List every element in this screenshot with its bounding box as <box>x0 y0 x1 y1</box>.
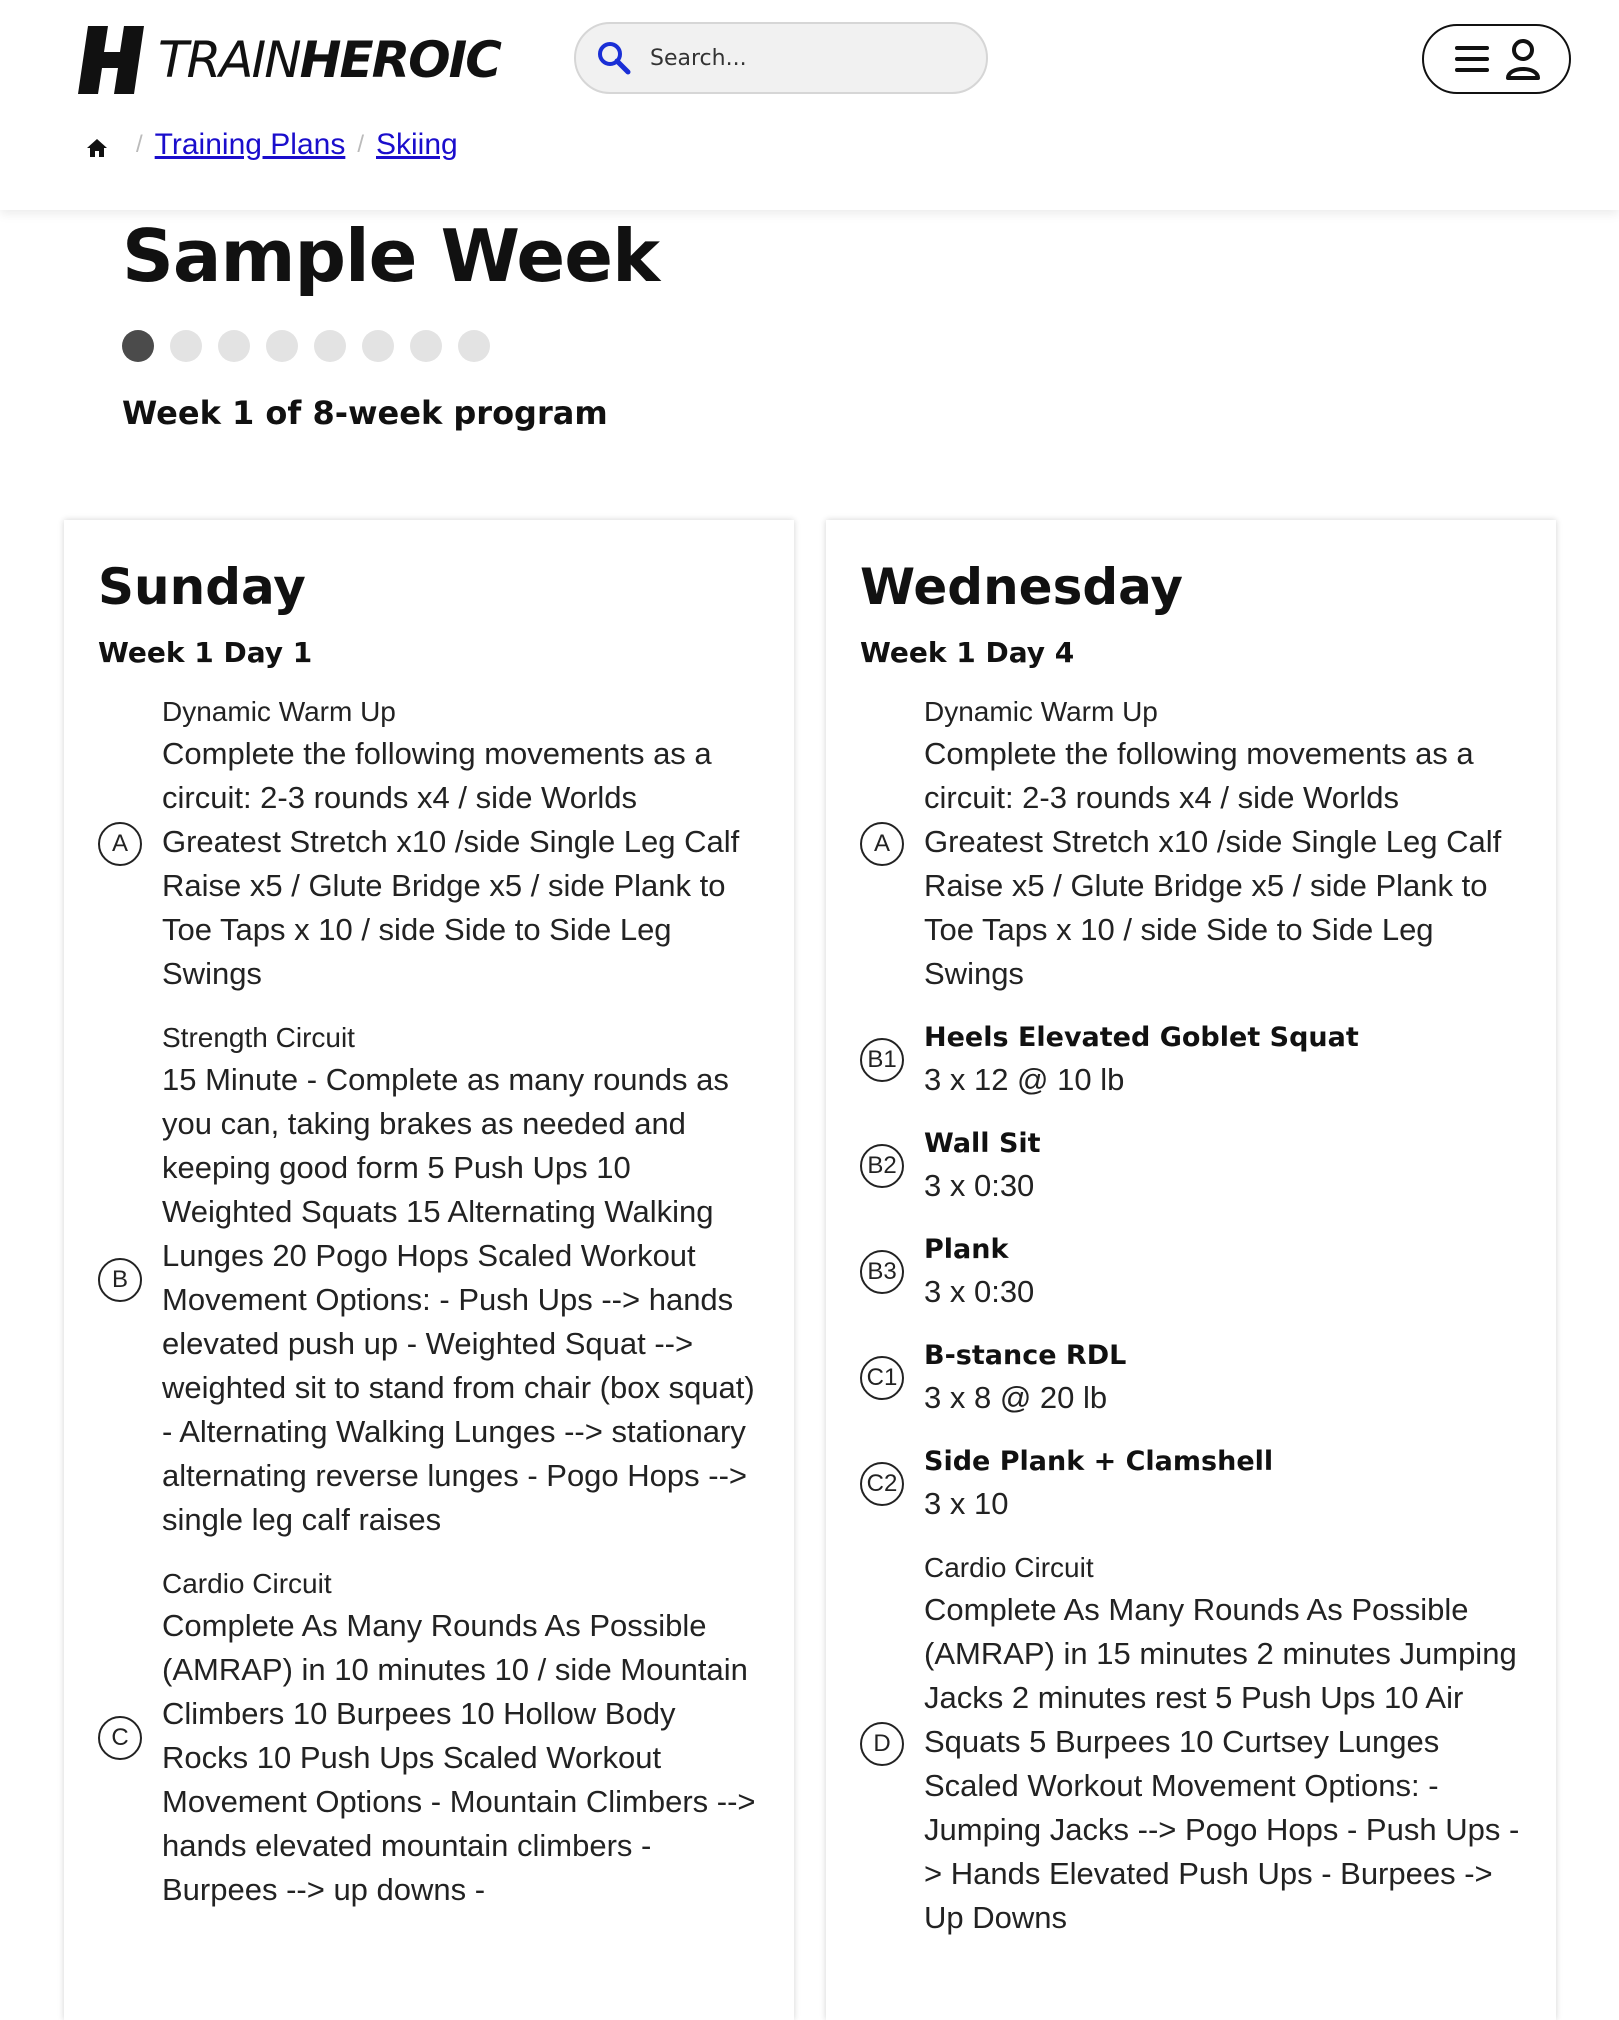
exercise-item[interactable] <box>860 1018 1530 1102</box>
exercise-body <box>924 1124 1524 1208</box>
user-icon <box>1505 38 1541 80</box>
exercise-body <box>162 1564 762 1912</box>
exercise-description: Complete the following movements as a circuit: 2-3 rounds x4 / side Worlds Greatest Stretch x10 /side Single Leg Calf Raise x5 / Glute Bridge x5 / side Plank to Toe Taps x 10 / side Side to Side Leg Swings <box>162 736 740 991</box>
exercise-name: Dynamic Warm Up <box>162 696 396 727</box>
exercise-item[interactable] <box>860 1124 1530 1208</box>
exercise-item[interactable] <box>860 1336 1530 1420</box>
exercise-name: Wall Sit <box>924 1128 1041 1159</box>
exercise-name: Dynamic Warm Up <box>924 696 1158 727</box>
week-dot[interactable] <box>410 330 442 362</box>
exercise-description: Complete the following movements as a circuit: 2-3 rounds x4 / side Worlds Greatest Stretch x10 /side Single Leg Calf Raise x5 / Glute Bridge x5 / side Plank to Toe Taps x 10 / side Side to Side Leg Swings <box>924 736 1502 991</box>
site-header <box>0 0 1619 210</box>
exercise-description: 15 Minute - Complete as many rounds as you can, taking brakes as needed and keeping good form 5 Push Ups 10 Weighted Squats 15 Alternating Walking Lunges 20 Pogo Hops Scaled Workout Movement Options: - Push Ups --> hands elevated push up - Weighted Squat --> weighted sit to stand from chair (box squat) - Alternating Walking Lunges --> stationary alternating reverse lunges - Pogo Hops --> single leg calf raises <box>162 1062 755 1537</box>
exercise-name: Cardio Circuit <box>162 1568 332 1599</box>
exercise-name: B-stance RDL <box>924 1340 1127 1371</box>
home-icon[interactable] <box>86 137 108 159</box>
hamburger-menu-icon <box>1453 43 1491 75</box>
exercise-label-badge: B1 <box>860 1038 904 1082</box>
exercise-name: Heels Elevated Goblet Squat <box>924 1022 1359 1053</box>
breadcrumb-separator: / <box>136 131 143 158</box>
exercise-description: 3 x 0:30 <box>924 1274 1035 1309</box>
week-dot[interactable] <box>314 330 346 362</box>
day-subtitle: Week 1 Day 1 <box>98 636 313 669</box>
breadcrumb-separator: / <box>357 131 364 158</box>
exercise-item[interactable] <box>98 1564 768 1912</box>
day-title: Wednesday <box>860 558 1183 616</box>
exercise-item[interactable] <box>860 692 1530 996</box>
exercise-list <box>860 692 1530 1962</box>
exercise-body <box>924 692 1524 996</box>
breadcrumb-skiing[interactable]: Skiing <box>376 128 458 161</box>
exercise-label-badge: D <box>860 1722 904 1766</box>
breadcrumb <box>86 128 458 162</box>
exercise-name: Cardio Circuit <box>924 1552 1094 1583</box>
exercise-label-badge: B3 <box>860 1250 904 1294</box>
week-dot[interactable] <box>218 330 250 362</box>
exercise-description: Complete As Many Rounds As Possible (AMRAP) in 10 minutes 10 / side Mountain Climbers 10 Burpees 10 Hollow Body Rocks 10 Push Ups Scaled Workout Movement Options - Mountain Climbers --> hands elevated mountain climbers - Burpees --> up downs - <box>162 1608 756 1907</box>
search-box[interactable] <box>574 22 988 94</box>
week-progress-dots <box>122 330 490 362</box>
trainheroic-logo[interactable] <box>78 26 500 94</box>
exercise-body <box>162 1018 762 1542</box>
exercise-label-badge: B <box>98 1258 142 1302</box>
exercise-name: Plank <box>924 1234 1009 1265</box>
day-card-wednesday <box>826 520 1556 2020</box>
exercise-label-badge: A <box>98 822 142 866</box>
search-icon <box>596 40 632 76</box>
exercise-name: Side Plank + Clamshell <box>924 1446 1274 1477</box>
exercise-item[interactable] <box>98 692 768 996</box>
exercise-description: Complete As Many Rounds As Possible (AMRAP) in 15 minutes 2 minutes Jumping Jacks 2 minutes rest 5 Push Ups 10 Air Squats 5 Burpees 10 Curtsey Lunges Scaled Workout Movement Options: - Jumping Jacks --> Pogo Hops - Push Ups -> Hands Elevated Push Ups - Burpees -> Up Downs <box>924 1592 1520 1935</box>
exercise-body <box>162 692 762 996</box>
exercise-body <box>924 1230 1524 1314</box>
exercise-item[interactable] <box>860 1442 1530 1526</box>
page-title: Sample Week <box>122 214 659 298</box>
week-label: Week 1 of 8-week program <box>122 394 608 432</box>
exercise-description: 3 x 10 <box>924 1486 1009 1521</box>
exercise-item[interactable] <box>860 1230 1530 1314</box>
exercise-description: 3 x 12 @ 10 lb <box>924 1062 1125 1097</box>
exercise-item[interactable] <box>98 1018 768 1542</box>
day-card-sunday <box>64 520 794 2020</box>
exercise-body <box>924 1548 1524 1940</box>
day-title: Sunday <box>98 558 306 616</box>
logo-text: TRAINHEROIC <box>158 31 500 89</box>
exercise-label-badge: C1 <box>860 1356 904 1400</box>
exercise-label-badge: C <box>98 1716 142 1760</box>
exercise-description: 3 x 8 @ 20 lb <box>924 1380 1108 1415</box>
exercise-body <box>924 1442 1524 1526</box>
search-input[interactable] <box>648 45 972 72</box>
breadcrumb-training-plans[interactable]: Training Plans <box>154 128 346 161</box>
exercise-label-badge: A <box>860 822 904 866</box>
week-dot[interactable] <box>362 330 394 362</box>
day-subtitle: Week 1 Day 4 <box>860 636 1075 669</box>
exercise-label-badge: B2 <box>860 1144 904 1188</box>
exercise-label-badge: C2 <box>860 1462 904 1506</box>
week-dot[interactable] <box>170 330 202 362</box>
exercise-body <box>924 1018 1524 1102</box>
exercise-body <box>924 1336 1524 1420</box>
week-dot[interactable] <box>122 330 154 362</box>
exercise-item[interactable] <box>860 1548 1530 1940</box>
week-dot[interactable] <box>266 330 298 362</box>
week-dot[interactable] <box>458 330 490 362</box>
logo-mark-icon <box>78 26 146 94</box>
account-menu-button[interactable] <box>1422 24 1571 94</box>
exercise-name: Strength Circuit <box>162 1022 355 1053</box>
exercise-list <box>98 692 768 1934</box>
exercise-description: 3 x 0:30 <box>924 1168 1035 1203</box>
